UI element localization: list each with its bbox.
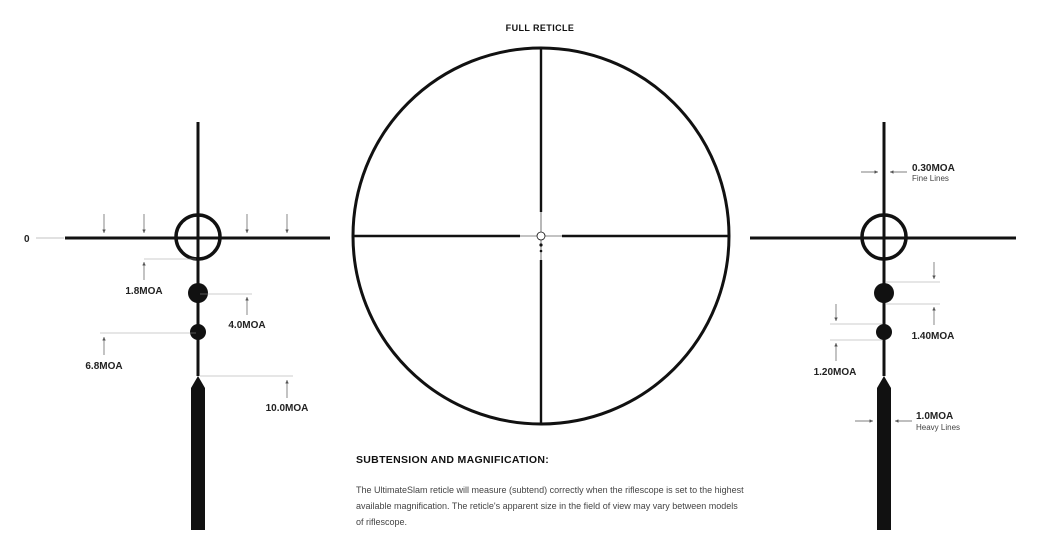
label-post-moa: 10.0MOA <box>265 403 309 414</box>
subtension-body: The UltimateSlam reticle will measure (subtend) correctly when the riflescope is set to the highest available magnification. The reticle's apparent size in the field of view may vary between models of riflescope. <box>356 485 744 527</box>
label-fine-moa: 0.30MOA <box>912 163 955 174</box>
label-dot-large-moa: 1.40MOA <box>911 331 955 342</box>
left-dot-small <box>190 324 206 340</box>
label-dot-small-moa: 1.20MOA <box>813 367 857 378</box>
holdover-dot-1 <box>539 243 542 246</box>
center-ring <box>537 232 545 240</box>
left-detail <box>24 122 330 530</box>
full-reticle-title: FULL RETICLE <box>505 23 575 33</box>
label-dot-large-moa: 4.0MOA <box>228 320 266 331</box>
right-dot-small <box>876 324 892 340</box>
subtension-heading: SUBTENSION AND MAGNIFICATION: <box>356 454 550 466</box>
label-heavy-sub: Heavy Lines <box>916 423 961 432</box>
left-dot-large <box>188 283 208 303</box>
subtension-note <box>356 454 746 530</box>
holdover-dot-2 <box>540 250 543 253</box>
right-detail <box>750 122 1016 530</box>
label-ring-moa: 1.8MOA <box>125 286 163 297</box>
left-heavy-post <box>191 376 205 530</box>
label-fine-sub: Fine Lines <box>912 174 949 183</box>
label-heavy-moa: 1.0MOA <box>916 411 954 422</box>
label-dot-small-moa: 6.8MOA <box>85 361 123 372</box>
right-dot-large <box>874 283 894 303</box>
zero-label: 0 <box>24 234 30 245</box>
right-heavy-post <box>877 376 891 530</box>
full-reticle <box>353 23 729 424</box>
